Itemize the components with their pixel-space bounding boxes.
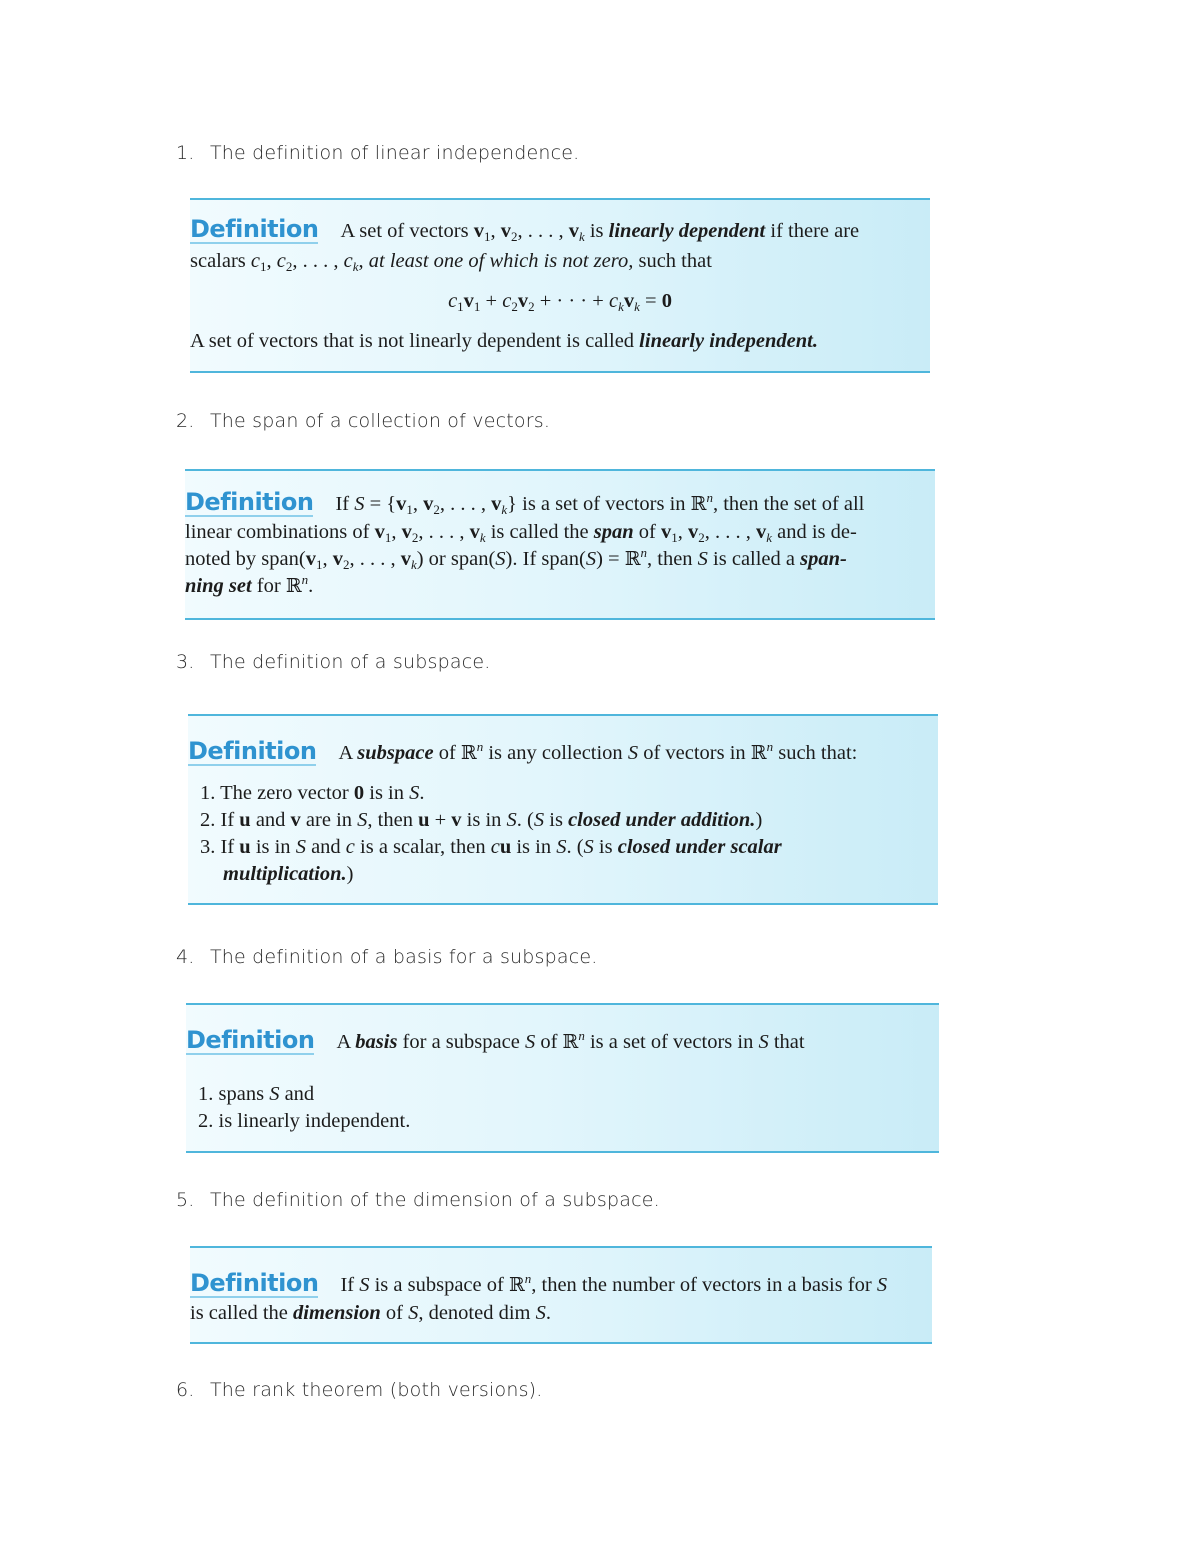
question-text: The definition of a subspace. xyxy=(210,651,491,673)
def2-line3: noted by $span(v_1$, $v_2$, . . . , $v_k$) or span(S). If span(S) = ℝ$^n$, then S is called a span- xyxy=(185,545,847,572)
definition-label: Definition xyxy=(190,1269,319,1297)
def3-item-3-cont: multiplication.) xyxy=(223,863,354,885)
question-2 xyxy=(176,410,550,432)
definition-label: Definition xyxy=(188,737,317,765)
question-text: The definition of the dimension of a subspace. xyxy=(210,1189,660,1211)
def2-line2: linear combinations of $v_1$, $v_2$, . . . , $v_k$ is called the span of $v_1$, $v_2$, . . . , $v_k$ and is de- xyxy=(185,521,857,545)
definition-box-span xyxy=(185,469,935,620)
question-text: The definition of linear independence. xyxy=(210,142,580,164)
def4-item-1: 1. spans S and xyxy=(198,1083,315,1105)
definition-label: Definition xyxy=(190,215,319,243)
question-number: 4. xyxy=(176,946,195,968)
def4-line1: A basis for a subspace S of ℝ$^n$ is a set of vectors in S that xyxy=(336,1028,805,1053)
question-4 xyxy=(176,946,598,968)
question-text: The rank theorem (both versions). xyxy=(210,1379,543,1401)
question-number: 2. xyxy=(176,410,195,432)
question-number: 3. xyxy=(176,651,195,673)
question-text: The definition of a basis for a subspace. xyxy=(210,946,598,968)
question-6 xyxy=(176,1379,543,1401)
def1-equation: $c_1v_1 + c_2v_2$ + · · · + $c_kv_k = 0$ xyxy=(448,290,672,314)
def3-line1: A subspace of ℝ$^n$ is any collection S of vectors in ℝ$^n$ such that: xyxy=(338,739,858,764)
def1-term: linearly independent. xyxy=(639,330,818,352)
def5-line1: If S is a subspace of ℝ$^n$, then the number of vectors in a basis for S xyxy=(340,1271,888,1296)
definition-box-subspace xyxy=(188,714,938,905)
question-1 xyxy=(176,142,579,164)
def4-item-2: 2. is linearly independent. xyxy=(198,1110,411,1132)
def3-item-1: 1. The zero vector 0 is in S. xyxy=(200,782,425,804)
definition-label: Definition xyxy=(186,1026,315,1054)
question-3 xyxy=(176,651,490,673)
definition-box-basis xyxy=(186,1003,939,1153)
def2-line4: ning set for ℝ$^n$. xyxy=(185,572,314,597)
def1-last-line: A set of vectors that is not linearly dependent is called xyxy=(190,330,640,352)
question-5 xyxy=(176,1189,660,1211)
def1-line2: scalars $c_1$, $c_2$, . . . , $c_k$, at least one of which is not zero, such that xyxy=(190,250,712,274)
def1-line1: A set of vectors $v_1$, $v_2$, . . . , $v_k$ is linearly dependent if there are xyxy=(340,220,860,244)
question-text: The span of a collection of vectors. xyxy=(210,410,551,432)
question-number: 6. xyxy=(176,1379,195,1401)
def3-item-2: 2. If u and v are in S, then u + v is in S. (S is closed under addition.) xyxy=(200,809,763,831)
def3-item-3: 3. If u is in S and c is a scalar, then cu is in S. (S is closed under scalar xyxy=(200,836,782,858)
def5-line2: is called the dimension of S, denoted dim S. xyxy=(190,1302,551,1324)
def2-line1: If $S = \{v_1$, $v_2$, . . . , $v_k$} is a set of vectors in ℝ$^n$, then the set of all xyxy=(335,490,865,517)
definition-box-linear-independence xyxy=(190,198,930,373)
question-number: 1. xyxy=(176,142,195,164)
definition-label: Definition xyxy=(185,488,314,516)
question-number: 5. xyxy=(176,1189,195,1211)
definition-box-dimension xyxy=(190,1246,932,1344)
